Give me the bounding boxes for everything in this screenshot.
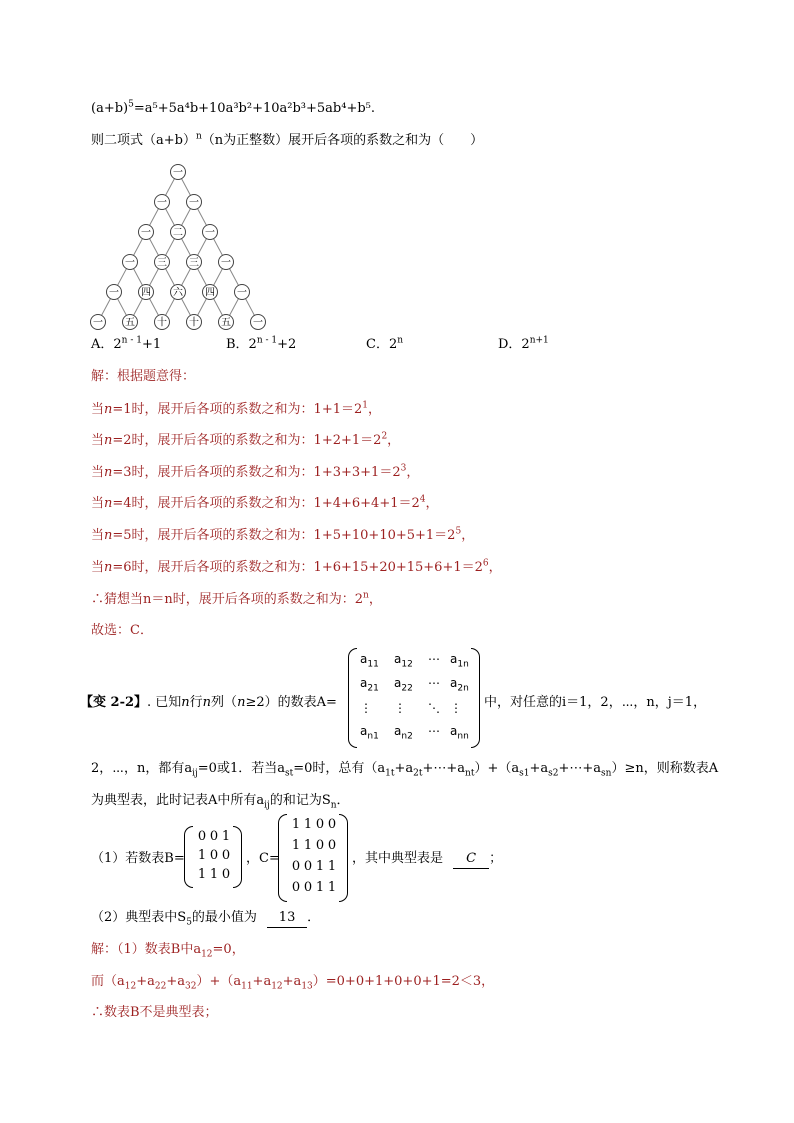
svg-text:四: 四: [205, 287, 215, 299]
option-d-label: D．2: [498, 337, 530, 352]
s2l2-s2: 22: [154, 981, 167, 992]
matrix-c-row: [290, 838, 338, 853]
case-pre: 当: [91, 465, 105, 480]
triangle-node: [187, 315, 202, 330]
matrix-a-cell: ⋯: [428, 724, 440, 738]
variant-n2: n: [202, 695, 212, 710]
svg-text:一: 一: [141, 227, 151, 239]
matrix-c-cell: 1: [327, 880, 337, 895]
l3-b: 的和记为S: [269, 793, 331, 808]
solution2-line-3: ∴数表B不是典型表；: [91, 1005, 218, 1020]
matrix-c-cell: 1: [315, 880, 325, 895]
svg-text:一: 一: [125, 257, 135, 269]
matrix-c-cell: 0: [291, 859, 301, 874]
triangle-node: [171, 225, 186, 240]
case-eq: =4时，展开后各项的系数之和为：1+4+6+4+1＝2: [112, 496, 420, 511]
case-pre: 当: [91, 560, 105, 575]
option-a: [91, 336, 161, 354]
matrix-c-cell: 0: [327, 817, 337, 832]
case-exp: 3: [400, 463, 407, 474]
matrix-a-row: [360, 676, 480, 694]
variant-line-2: [91, 760, 718, 778]
matrix-a-cell: $a_{n2}$: [394, 724, 413, 742]
matrix-a-row: [360, 724, 480, 742]
case-end: ，: [488, 560, 502, 575]
triangle-node: [123, 255, 138, 270]
svg-text:一: 一: [237, 287, 247, 299]
q1-post-line: [352, 850, 502, 869]
solution1-case-3: [91, 464, 419, 482]
l2-s5: nt: [465, 768, 475, 779]
option-c-exp: n: [397, 335, 404, 346]
variant-text3: 列（: [211, 695, 238, 710]
matrix-b-row: [196, 867, 232, 882]
svg-text:一: 一: [189, 197, 199, 209]
case-var: n: [104, 465, 113, 480]
option-a-exp: n - 1: [121, 335, 142, 346]
option-c-label: C．2: [366, 337, 398, 352]
triangle-node: [219, 315, 234, 330]
option-a-label: A．2: [91, 337, 122, 352]
matrix-c-cell: 0: [291, 880, 301, 895]
variant-text4: ≥2）的数表: [245, 695, 317, 710]
matrix-c-cell: 1: [327, 859, 337, 874]
solution1-case-2: [91, 432, 400, 450]
triangle-node: [203, 285, 218, 300]
l2-e: +⋯+a: [422, 761, 466, 776]
variant-text2: 行: [189, 695, 203, 710]
matrix-a-cell: $a_{22}$: [394, 676, 413, 694]
q1-post: ，其中典型表是: [352, 851, 444, 866]
triangle-node: [123, 315, 138, 330]
case-eq: =1时，展开后各项的系数之和为：1+1＝2: [112, 402, 363, 417]
matrix-b-left-bracket: [184, 826, 193, 888]
variant-line-3: [91, 792, 350, 810]
triangle-node: [91, 315, 106, 330]
matrix-b-cell: 1: [221, 829, 231, 844]
s2l2-b: +a: [136, 974, 155, 989]
case-var: n: [104, 402, 113, 417]
variant-text1: . 已知: [147, 695, 182, 710]
question-post: （n为正整数）展开后各项的系数之和为（ ）: [201, 133, 484, 148]
matrix-c-cell: 1: [303, 817, 313, 832]
solution1-case-6: [91, 559, 502, 577]
svg-text:一: 一: [109, 287, 119, 299]
question-line: [91, 132, 483, 150]
triangle-node: [139, 225, 154, 240]
option-b: [226, 336, 296, 354]
l2-d: +a: [394, 761, 414, 776]
svg-text:一: 一: [157, 197, 167, 209]
svg-text:二: 二: [173, 227, 183, 239]
s2l2-s1: 12: [124, 981, 137, 992]
matrix-a-left-bracket: [348, 648, 357, 748]
matrix-c-row: [290, 880, 338, 895]
matrix-a-cell: $a_{nn}$: [450, 724, 469, 742]
matrix-a-row: [360, 701, 480, 715]
triangle-node: [235, 285, 250, 300]
l2-i: ）≥n，则称数表A: [611, 761, 719, 776]
matrix-a-cell: ⋮: [394, 701, 406, 715]
s2l2-a: 而（a: [91, 974, 125, 989]
matrix-a-cell: $a_{2n}$: [450, 676, 469, 694]
triangle-node: [107, 285, 122, 300]
q1-mid: ，C=: [246, 851, 280, 866]
l2-s4: 2t: [413, 768, 423, 779]
case-var: n: [104, 528, 113, 543]
l3-s2: n: [330, 800, 337, 811]
option-c: [366, 336, 403, 354]
case-end: ，: [406, 465, 420, 480]
matrix-b-cell: 0: [209, 829, 219, 844]
l3-s1: ij: [264, 800, 270, 811]
matrix-c-left-bracket: [278, 814, 287, 902]
matrix-c-cell: 0: [303, 859, 313, 874]
q2-sub: 5: [186, 917, 192, 928]
triangle-node: [155, 315, 170, 330]
case-eq: =2时，展开后各项的系数之和为：1+2+1＝2: [112, 433, 382, 448]
svg-text:五: 五: [125, 317, 135, 329]
matrix-a-cell: $a_{21}$: [360, 676, 379, 694]
case-eq: =5时，展开后各项的系数之和为：1+5+10+10+5+1＝2: [112, 528, 456, 543]
l2-s7: s2: [548, 768, 559, 779]
l2-s8: sn: [601, 768, 612, 779]
option-d-exp: n+1: [529, 335, 549, 346]
matrix-c-row: [290, 817, 338, 832]
s2l2-s5: 12: [271, 981, 283, 992]
binomial-exponent: 5: [128, 99, 134, 110]
case-eq: =6时，展开后各项的系数之和为：1+6+15+20+15+6+1＝2: [112, 560, 483, 575]
triangle-node: [171, 165, 186, 180]
matrix-a-row: [360, 652, 480, 670]
matrix-a-cell: ⋱: [428, 701, 440, 715]
case-exp: 1: [362, 400, 368, 411]
matrix-b-cell: 1: [197, 867, 207, 882]
matrix-a-cell: $a_{12}$: [394, 652, 413, 670]
matrix-c-cell: 1: [315, 859, 325, 874]
s2l2-d: ）+（a: [196, 974, 242, 989]
s2l2-s4: 11: [241, 981, 253, 992]
svg-text:三: 三: [189, 257, 199, 269]
q2-answer: 13: [278, 910, 296, 925]
matrix-a: [348, 648, 480, 748]
case-exp: 2: [381, 431, 388, 442]
matrix-c: [278, 814, 348, 902]
triangle-node: [203, 225, 218, 240]
l2-b: =0或1．若当a: [197, 761, 285, 776]
case-pre: 当: [91, 433, 105, 448]
case-exp: 5: [455, 526, 462, 537]
s2l1-a: 解：（1）数表B中a: [91, 942, 202, 957]
triangle-node: [171, 285, 186, 300]
triangle-node: [187, 255, 202, 270]
l2-g: +a: [529, 761, 549, 776]
matrix-b-cell: 0: [221, 867, 231, 882]
pascal-triangle-diagram: [86, 160, 266, 330]
matrix-a-cell: $a_{11}$: [360, 652, 379, 670]
l2-a: 2，⋯，n，都有a: [91, 761, 193, 776]
q1-end: ；: [489, 851, 503, 866]
l2-h: +⋯+a: [558, 761, 602, 776]
matrix-b: [184, 826, 242, 888]
solution2-line-2: [91, 973, 494, 991]
s2l2-s6: 13: [301, 981, 313, 992]
matrix-a-cell: ⋯: [428, 676, 440, 690]
option-b-label: B．2: [226, 337, 257, 352]
question-exponent: n: [195, 131, 202, 142]
l2-s3: 1t: [385, 768, 395, 779]
matrix-b-row: [196, 829, 232, 844]
variant-after-matrix: 中，对任意的i＝1，2，⋯，n，j＝1，: [484, 695, 707, 710]
matrix-b-row: [196, 848, 232, 863]
matrix-a-cell: ⋯: [428, 652, 440, 666]
variant-line-1: [80, 694, 337, 712]
s2l1-sub: 12: [201, 949, 213, 960]
q1-answer-blank: [453, 850, 489, 869]
binomial-expansion-line: [91, 100, 375, 118]
svg-text:一: 一: [253, 317, 263, 329]
case-end: ，: [368, 402, 382, 417]
svg-text:一: 一: [93, 317, 103, 329]
matrix-b-right-bracket: [233, 826, 242, 888]
matrix-b-cell: 0: [197, 829, 207, 844]
svg-text:一: 一: [173, 167, 183, 179]
l2-s2: st: [284, 768, 294, 779]
matrix-a-cell: ⋮: [360, 701, 372, 715]
guess-end: ，: [368, 592, 382, 607]
matrix-c-cell: 1: [303, 838, 313, 853]
option-b-exp: n - 1: [256, 335, 278, 346]
matrix-c-cell: 0: [315, 817, 325, 832]
matrix-a-cell: $a_{n1}$: [360, 724, 379, 742]
matrix-a-cell: ⋮: [450, 701, 462, 715]
q2-end: ．: [307, 910, 321, 925]
matrix-c-cell: 0: [303, 880, 313, 895]
solution1-case-5: [91, 527, 474, 545]
option-b-tail: +2: [277, 337, 297, 352]
svg-text:十: 十: [157, 317, 167, 329]
l2-s1: ij: [192, 768, 198, 779]
guess-text: ∴猜想当n＝n时，展开后各项的系数之和为：2: [91, 592, 364, 607]
triangle-node: [139, 285, 154, 300]
matrix-b-cell: 1: [197, 848, 207, 863]
solution1-head: 解：根据题意得：: [91, 369, 196, 384]
l2-f: ）+（a: [474, 761, 520, 776]
binomial-rhs: =a⁵+5a⁴b+10a³b²+10a²b³+5ab⁴+b⁵.: [133, 101, 376, 116]
matrix-c-cell: 0: [315, 838, 325, 853]
q1-answer: C: [466, 851, 477, 866]
svg-text:一: 一: [205, 227, 215, 239]
s2l2-f: +a: [282, 974, 302, 989]
q2-pre: （2）典型表中S: [91, 910, 187, 925]
guess-exp: n: [363, 590, 369, 601]
matrix-b-cell: 0: [209, 848, 219, 863]
q2-answer-blank: [267, 909, 307, 928]
option-d: [498, 336, 549, 354]
s2l2-g: ）=0+0+1+0+0+1=2＜3，: [312, 974, 495, 989]
matrix-c-cell: 1: [291, 838, 301, 853]
variant-tag: 【变 2-2】: [80, 695, 148, 710]
case-var: n: [104, 433, 113, 448]
l2-s6: s1: [519, 768, 530, 779]
triangle-node: [187, 195, 202, 210]
svg-text:十: 十: [189, 317, 199, 329]
matrix-c-cell: 1: [291, 817, 301, 832]
solution1-answer: 故选：C．: [91, 623, 153, 638]
case-pre: 当: [91, 496, 105, 511]
svg-text:三: 三: [157, 257, 167, 269]
case-exp: 6: [482, 558, 489, 569]
l3-a: 为典型表，此时记表A中所有a: [91, 793, 265, 808]
matrix-a-label: A=: [316, 695, 337, 710]
svg-text:五: 五: [221, 317, 231, 329]
s2l2-s3: 32: [184, 981, 197, 992]
case-exp: 4: [419, 494, 426, 505]
svg-text:六: 六: [173, 287, 183, 299]
matrix-b-cell: 0: [221, 848, 231, 863]
svg-text:一: 一: [221, 257, 231, 269]
question-pre: 则二项式（a+b）: [91, 133, 196, 148]
solution1-case-1: [91, 401, 381, 419]
case-var: n: [104, 560, 113, 575]
matrix-c-row: [290, 859, 338, 874]
binomial-lhs: (a+b): [91, 101, 129, 116]
q2-mid: 的最小值为: [191, 910, 257, 925]
case-end: ，: [425, 496, 439, 511]
solution1-case-4: [91, 495, 439, 513]
matrix-a-cell: $a_{1n}$: [450, 652, 469, 670]
svg-text:四: 四: [141, 287, 151, 299]
l2-c: =0时，总有（a: [293, 761, 386, 776]
q1-pre: （1）若数表B=: [91, 851, 185, 866]
matrix-c-right-bracket: [339, 814, 348, 902]
triangle-node: [251, 315, 266, 330]
option-a-tail: +1: [141, 337, 162, 352]
s2l1-b: =0，: [212, 942, 245, 957]
triangle-node: [155, 195, 170, 210]
variant-n1: n: [181, 695, 190, 710]
solution1-guess: [91, 591, 382, 609]
case-eq: =3时，展开后各项的系数之和为：1+3+3+1＝2: [112, 465, 401, 480]
case-end: ，: [461, 528, 475, 543]
s2l2-c: +a: [166, 974, 185, 989]
l3-c: ．: [336, 793, 350, 808]
case-end: ，: [387, 433, 401, 448]
triangle-node: [219, 255, 234, 270]
case-pre: 当: [91, 402, 105, 417]
s2l2-e: +a: [252, 974, 272, 989]
case-pre: 当: [91, 528, 105, 543]
q2-line: [91, 909, 320, 928]
variant-n3: n: [237, 695, 246, 710]
matrix-c-cell: 0: [327, 838, 337, 853]
matrix-b-cell: 1: [209, 867, 219, 882]
triangle-node: [155, 255, 170, 270]
case-var: n: [104, 496, 113, 511]
solution2-line-1: [91, 941, 245, 959]
